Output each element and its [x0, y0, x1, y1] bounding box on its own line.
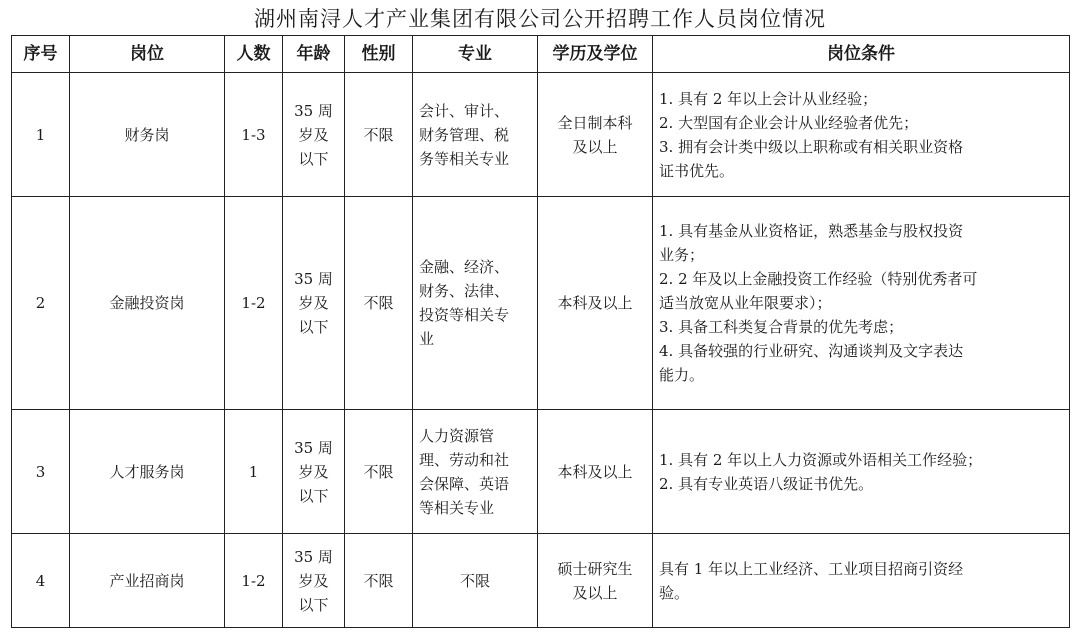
condition-line: 1. 具有 2 年以上人力资源或外语相关工作经验； [659, 450, 983, 469]
cell-post: 金融投资岗 [70, 197, 225, 410]
edu-line: 及以上 [572, 583, 618, 602]
age-line: 岁及 [298, 571, 329, 590]
condition-line: 具有 1 年以上工业经济、工业项目招商引资经 [659, 559, 964, 578]
table-row [12, 197, 1070, 410]
header-row [12, 36, 1070, 73]
condition-line: 3. 具备工科类复合背景的优先考虑； [659, 318, 904, 336]
major-line: 会计、审计、 [419, 101, 510, 120]
cell-education [538, 197, 653, 410]
header-no: 序号 [12, 36, 70, 73]
cell-post: 人才服务岗 [70, 410, 225, 534]
age-line: 35 周 [294, 438, 333, 457]
age-line: 岁及 [298, 125, 329, 144]
edu-line: 本科及以上 [557, 294, 633, 312]
cell-conditions [653, 534, 1070, 628]
major-line: 理、劳动和社 [419, 450, 510, 469]
cell-post: 财务岗 [70, 73, 225, 197]
cell-gender: 不限 [345, 534, 413, 628]
cell-education [538, 410, 653, 534]
header-major: 专业 [413, 36, 538, 73]
age-line: 35 周 [294, 270, 333, 288]
condition-line: 1. 具有 2 年以上会计从业经验； [659, 89, 878, 108]
cell-count: 1-3 [225, 73, 283, 197]
cell-gender: 不限 [345, 197, 413, 410]
condition-line: 2. 2 年及以上金融投资工作经验（特别优秀者可 [659, 270, 978, 288]
positions-table [11, 35, 1070, 628]
age-line: 以下 [298, 318, 329, 336]
cell-conditions [653, 410, 1070, 534]
page-title: 湖州南浔人才产业集团有限公司公开招聘工作人员岗位情况 [254, 7, 826, 31]
major-line: 人力资源管 [419, 426, 495, 445]
cell-count: 1-2 [225, 197, 283, 410]
major-line: 会保障、英语 [419, 474, 510, 493]
major-line: 业 [419, 330, 435, 348]
major-line: 财务管理、税 [419, 125, 510, 144]
cell-count: 1 [225, 410, 283, 534]
condition-line: 验。 [659, 583, 690, 602]
cell-major [413, 73, 538, 197]
age-line: 35 周 [294, 101, 333, 120]
cell-no: 4 [12, 534, 70, 628]
condition-line: 2. 大型国有企业会计从业经验者优先； [659, 113, 919, 132]
cell-no: 1 [12, 73, 70, 197]
condition-line: 业务； [659, 246, 705, 264]
cell-age [283, 534, 345, 628]
cell-age [283, 73, 345, 197]
cell-count: 1-2 [225, 534, 283, 628]
major-line: 务等相关专业 [419, 149, 510, 168]
condition-line: 1. 具有基金从业资格证，熟悉基金与股权投资 [659, 222, 964, 240]
cell-major [413, 534, 538, 628]
age-line: 岁及 [298, 462, 329, 481]
edu-line: 硕士研究生 [557, 559, 633, 578]
cell-no: 3 [12, 410, 70, 534]
header-post: 岗位 [70, 36, 225, 73]
major-line: 不限 [459, 571, 490, 590]
cell-major [413, 197, 538, 410]
cell-education [538, 73, 653, 197]
condition-line: 证书优先。 [659, 161, 735, 180]
header-education: 学历及学位 [538, 36, 653, 73]
cell-age [283, 410, 345, 534]
edu-line: 及以上 [572, 137, 618, 156]
age-line: 以下 [298, 486, 329, 505]
age-line: 以下 [298, 595, 329, 614]
edu-line: 全日制本科 [557, 113, 633, 132]
age-line: 以下 [298, 149, 329, 168]
cell-no: 2 [12, 197, 70, 410]
cell-conditions [653, 73, 1070, 197]
major-line: 等相关专业 [419, 498, 495, 517]
condition-line: 3. 拥有会计类中级以上职称或有相关职业资格 [659, 137, 964, 156]
table-row [12, 410, 1070, 534]
header-count: 人数 [225, 36, 283, 73]
condition-line: 能力。 [659, 366, 705, 384]
condition-line: 2. 具有专业英语八级证书优先。 [659, 474, 874, 493]
cell-gender: 不限 [345, 410, 413, 534]
table-row [12, 73, 1070, 197]
header-age: 年龄 [283, 36, 345, 73]
age-line: 35 周 [294, 547, 333, 566]
edu-line: 本科及以上 [557, 462, 633, 481]
cell-conditions [653, 197, 1070, 410]
major-line: 金融、经济、 [419, 258, 510, 276]
cell-age [283, 197, 345, 410]
major-line: 投资等相关专 [419, 306, 510, 324]
major-line: 财务、法律、 [419, 282, 510, 300]
condition-line: 适当放宽从业年限要求）； [659, 294, 832, 312]
condition-line: 4. 具备较强的行业研究、沟通谈判及文字表达 [659, 342, 964, 360]
cell-major [413, 410, 538, 534]
header-conditions: 岗位条件 [653, 36, 1070, 73]
cell-post: 产业招商岗 [70, 534, 225, 628]
table-row [12, 534, 1070, 628]
cell-gender: 不限 [345, 73, 413, 197]
header-gender: 性别 [345, 36, 413, 73]
age-line: 岁及 [298, 294, 329, 312]
cell-education [538, 534, 653, 628]
